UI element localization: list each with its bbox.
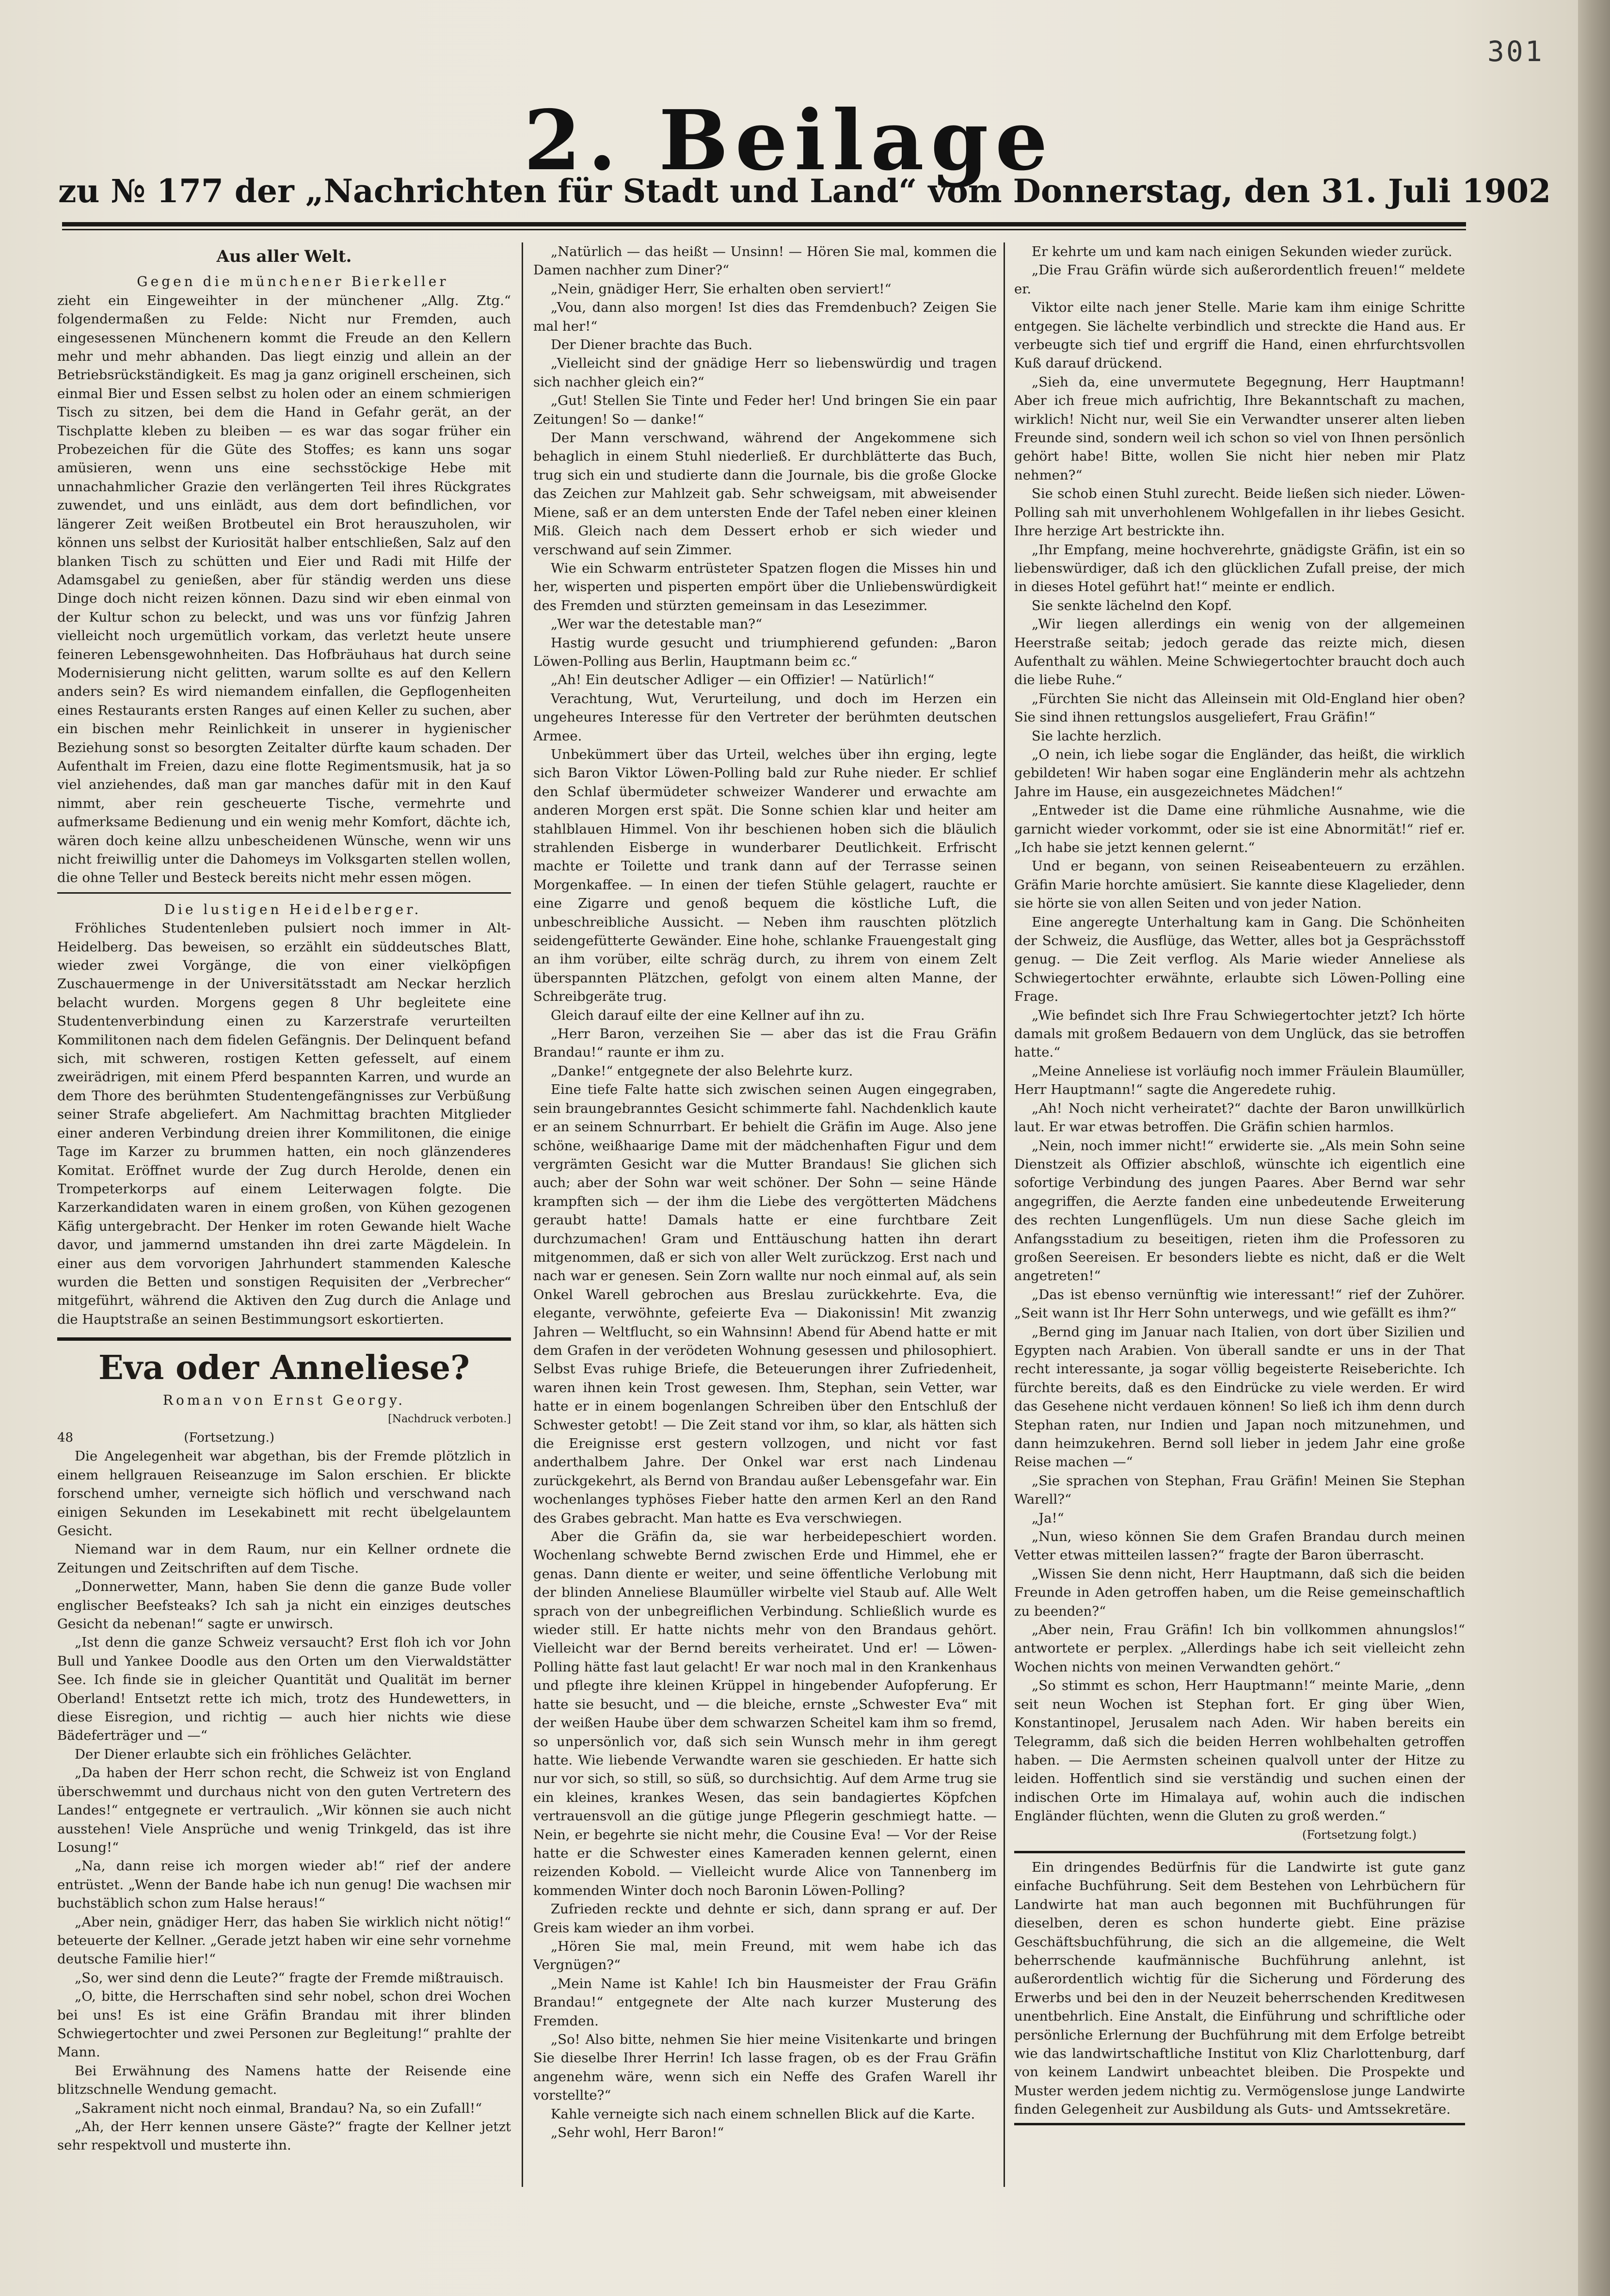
novel-paragraph: Unbekümmert über das Urteil, welches über ihn erging, legte sich Baron Viktor Löwen-Polling bald zur Ruhe nieder. Er schlief den Schlaf übermüdeter schweizer Wanderer und erwachte am anderen Morgen erst spät. Die Sonne schien klar und heiter am stahlblauen Himmel. Von ihr beschienen hoben sich die bläulich strahlenden Eisberge in wunderbarer Deutlichkeit. Erfrischt machte er Toilette und trank dann auf der Terrasse seinen Morgenkaffee. — In einen der tiefen Stühle gelagert, rauchte er eine Zigarre und genoß bequem die köstliche Luft, die unbeschreibliche Aussicht. — Neben ihm rauschten plötzlich seidengefütterte Gewänder. Eine hohe, schlanke Frauengestalt ging an ihm vorüber, eilte schräg durch, zu ihrem von einem Zelt überspannten Plätzchen, gefolgt von einem alten Manne, der Schreibgeräte trug.: [533, 746, 997, 1005]
novel-paragraph: „Aber nein, Frau Gräfin! Ich bin vollkommen ahnungslos!“ antwortete er perplex. „Allerdings habe ich seit vielleicht zehn Wochen nichts von meinen Verwandten gehört.“: [1014, 1622, 1465, 1675]
column-1: [57, 242, 511, 2201]
novel-paragraph: „So, wer sind denn die Leute?“ fragte der Fremde mißtrauisch.: [75, 1970, 504, 1986]
novel-paragraph: „Nein, gnädiger Herr, Sie erhalten oben serviert!“: [551, 281, 892, 297]
novel-paragraph: „Ah, der Herr kennen unsere Gäste?“ fragte der Kellner jetzt sehr respektvoll und musterte ihn.: [57, 2119, 511, 2153]
novel-paragraph: „Wer war the detestable man?“: [551, 616, 763, 632]
novel-paragraph: Verachtung, Wut, Verurteilung, und doch im Herzen ein ungeheures Interesse für den Vertreter der berühmten deutschen Armee.: [533, 690, 997, 744]
notice-paragraph: Ein dringendes Bedürfnis für die Landwirte ist gute ganz einfache Buchführung. Seit dem Bestehen von Lehrbüchern für Landwirte hat man auch begonnen mit Buchführungen für dieselben, deren es schon hunderte giebt. Eine präzise Geschäftsbuchführung, die sich an die allgemeine, die Welt beherrschende kaufmännische Buchführung anlehnt, ist außerordentlich wichtig für die Sicherung und Förderung des Erwerbs und bei den in der Neuzeit beherrschenden Kreditwesen unentbehrlich. Eine Anstalt, die Einführung und schriftliche oder persönliche Erlernung der Buchführung mit dem Erfolge betreibt wie das landwirtschaftliche Institut von Kliz Charlottenburg, darf von keinem Landwirt unbeachtet bleiben. Die Prospekte und Muster werden jedem nichtig zu. Vermögenslose junge Landwirte finden Gelegenheit zur Ausbildung als Guts- und Amtssekretäre.: [1014, 1859, 1465, 2118]
novel-paragraph: „Wissen Sie denn nicht, Herr Hauptmann, daß sich die beiden Freunde in Aden getroffen haben, um die Reise gemeinschaftlich zu beenden?“: [1014, 1566, 1465, 1619]
header-rule-thin: [62, 229, 1466, 230]
novel-paragraph: Niemand war in dem Raum, nur ein Kellner ordnete die Zeitungen und Zeitschriften auf dem Tische.: [57, 1541, 511, 1576]
novel-byline: Roman von Ernst Georgy.: [162, 1392, 406, 1409]
novel-paragraph: Sie schob einen Stuhl zurecht. Beide ließen sich nieder. Löwen-Polling sah mit unverhohlenem Wohlgefallen in ihr liebes Gesicht. Ihre herzige Art bestrickte ihn.: [1014, 486, 1465, 539]
novel-paragraph: „Ihr Empfang, meine hochverehrte, gnädigste Gräfin, ist ein so liebenswürdiger, daß ich den glücklichen Zufall preise, der mich in dieses Hotel geführt hat!“ meinte er endlich.: [1014, 542, 1465, 595]
novel-paragraph: „Herr Baron, verzeihen Sie — aber das ist die Frau Gräfin Brandau!“ raunte er ihm zu.: [533, 1026, 997, 1060]
novel-paragraph: „Fürchten Sie nicht das Alleinsein mit Old-England hier oben? Sie sind ihnen rettungslos ausgeliefert, Frau Gräfin!“: [1014, 690, 1465, 725]
novel-paragraph: Die Angelegenheit war abgethan, bis der Fremde plötzlich in einem hellgrauen Reiseanzuge im Salon erschien. Er blickte forschend umher, verneigte sich höflich und verschwand nach einigen Sekunden im Lesekabinett mit recht übelgelauntem Gesicht.: [57, 1448, 511, 1539]
novel-paragraph: „Wie befindet sich Ihre Frau Schwiegertochter jetzt? Ich hörte damals mit großem Bedauern von dem Unglück, das sie betroffen hatte.“: [1014, 1007, 1465, 1060]
novel-paragraph: „Die Frau Gräfin würde sich außerordentlich freuen!“ meldete er.: [1014, 262, 1465, 297]
novel-paragraph: Eine angeregte Unterhaltung kam in Gang. Die Schönheiten der Schweiz, die Ausflüge, das Wetter, alles bot ja Gesprächsstoff genug. — Die Zeit verflog. Als Marie wieder Anneliese als Schwiegertochter erwähnte, erlaubte sich Löwen-Polling eine Frage.: [1014, 914, 1465, 1005]
section-heading: Aus aller Welt.: [216, 247, 352, 266]
column-divider-1: [522, 242, 523, 2187]
novel-paragraph: „Mein Name ist Kahle! Ich bin Hausmeister der Frau Gräfin Brandau!“ entgegnete der Alte nach kurzer Musterung des Fremden.: [533, 1975, 997, 2029]
novel-paragraph: Zufrieden reckte und dehnte er sich, dann sprang er auf. Der Greis kam wieder an ihm vorbei.: [533, 1901, 997, 1936]
novel-paragraph: Kahle verneigte sich nach einem schnellen Blick auf die Karte.: [551, 2106, 975, 2122]
novel-paragraph: Gleich darauf eilte der eine Kellner auf ihn zu.: [551, 1007, 865, 1023]
novel-paragraph: Der Diener brachte das Buch.: [551, 337, 753, 353]
notice-rule-bottom: [1014, 2123, 1465, 2125]
novel-paragraph: „Da haben der Herr schon recht, die Schweiz ist von England überschwemmt und durchaus nicht von den guten Vertretern des Landes!“ entgegnete er vertraulich. „Wir können sie auch nicht ausstehen! Viele Ansprüche und wenig Trinkgeld, das ist ihre Losung!“: [57, 1765, 511, 1855]
notice-rule-top: [1014, 1851, 1465, 1853]
column-divider-2: [1004, 242, 1005, 2187]
novel-paragraph: „Bernd ging im Januar nach Italien, von dort über Sizilien und Egypten nach Arabien. Von überall sandte er uns in der That recht interessante, ja sogar völlig begeisterte Reiseberichte. Ich fürchte bereits, daß es den Eindrücke zu viele werden. Er wird das Gesehene nicht verdauen können! So ließ ich ihm denn durch Stephan raten, nur Indien und Japan noch mitzunehmen, und dann heimzukehren. Bernd soll lieber in jedem Jahr eine große Reise machen —“: [1014, 1324, 1465, 1470]
novel-paragraph: „Sehr wohl, Herr Baron!“: [551, 2125, 724, 2141]
novel-paragraph: „Danke!“ entgegnete der also Belehrte kurz.: [551, 1063, 853, 1079]
supplement-subtitle: zu № 177 der „Nachrichten für Stadt und Land“ vom Donnerstag, den 31. Juli 1902: [58, 172, 1551, 210]
notice-box: [1014, 1858, 1465, 2119]
novel-paragraph: Hastig wurde gesucht und triumphierend gefunden: „Baron Löwen-Polling aus Berlin, Hauptmann beim ɛc.“: [533, 635, 997, 669]
chapter-number: 48: [57, 1430, 74, 1445]
novel-paragraph: Und er begann, von seinen Reiseabenteuern zu erzählen. Gräfin Marie horchte amüsiert. Sie kannte diese Klagelieder, denn sie hörte sie von allen Seiten und von jeder Nation.: [1014, 858, 1465, 912]
article-heading: Die lustigen Heidelberger.: [164, 901, 422, 917]
novel-paragraph: „Na, dann reise ich morgen wieder ab!“ rief der andere entrüstet. „Wenn der Bande habe ich nun genug! Die wachsen mir buchstäblich schon zum Halse heraus!“: [57, 1858, 511, 1911]
novel-paragraph: „Donnerwetter, Mann, haben Sie denn die ganze Bude voller englischer Beefsteaks? Ich sah ja nicht ein einziges deutsches Gesicht da nebenan!“ sagte er unwirsch.: [57, 1579, 511, 1632]
header-rule-thick: [62, 222, 1466, 226]
novel-paragraph: „Ist denn die ganze Schweiz versaucht? Erst floh ich vor John Bull und Yankee Doodle aus den Orten um den Vierwaldstätter See. Ich finde sie in gleicher Quantität und Qualität im berner Oberland! Entsetzt rette ich mich, trotz des Hundewetters, in diese Eisregion, und richtig — auch hier nichts wie diese Bädeferträger und —“: [57, 1635, 511, 1744]
article-divider: [57, 892, 511, 894]
article-paragraph: zieht ein Eingeweihter in der münchener „Allg. Ztg.“ folgendermaßen zu Felde: Nicht nur Fremden, auch eingesessenen Münchenern kommt die Freude an den Kellern mehr und mehr abhanden. Das liegt einzig und allein an der Betriebsrückständigkeit. Es mag ja ganz originell erscheinen, sich einmal Bier und Essen selbst zu holen oder an einem schmierigen Tisch zu sitzen, bei dem die Hand in Gefahr gerät, an der Tischplatte kleben zu bleiben — es war das sogar früher ein Probezeichen für die Güte des Stoffes; es kann uns sogar amüsieren, wenn uns eine sechsstöckige Hebe mit unnachahmlicher Grazie den verlängerten Teil ihres Rückgrates zuwendet, und uns einlädt, aus dem dort befindlichen, vor längerer Zeit weißen Brotbeutel ein Brot herauszuholen, wir können uns selbst der Kuriosität halber entschließen, Salz auf den blanken Tisch zu schütten und Eier und Radi mit Hilfe der Adamsgabel zu genießen, aber für ständig werden uns diese Dinge doch nicht reizen können. Dazu sind wir eben einmal von der Kultur schon zu beleckt, und was uns vor fünfzig Jahren vielleicht noch urgemütlich vorkam, das verletzt heute unsere feineren Lebensgewohnheiten. Das Hofbräuhaus hat durch seine Modernisierung nicht gelitten, warum sollte es auf den Kellern anders sein? Es wird niemandem einfallen, die Gepflogenheiten eines Restaurants ersten Ranges auf einen Keller zu suchen, aber ein bischen mehr Reinlichkeit in unserer in hygienischer Beziehung sonst so besorgten Zeitalter dürfte kaum schaden. Der Aufenthalt im Freien, dazu eine flotte Regimentsmusik, hat ja so viel anziehendes, daß man gar manches dafür mit in den Kauf nimmt, aber rein gescheuerte Tische, vermehrte und aufmerksame Bedienung und ein wenig mehr Komfort, dächte ich, wären doch keine allzu unbescheidenen Wünsche, wenn wir uns nicht freiwillig unter die Dahomeys im Volksgarten stellen wollen, die ohne Teller und Besteck bereits nicht mehr essen mögen.: [57, 292, 511, 886]
novel-paragraph: „Gut! Stellen Sie Tinte und Feder her! Und bringen Sie ein paar Zeitungen! So — danke!“: [533, 393, 997, 427]
novel-paragraph: „Sieh da, eine unvermutete Begegnung, Herr Hauptmann! Aber ich freue mich aufrichtig, Ihre Bekanntschaft zu machen, wirklich! Nicht nur, weil Sie ein Verwandter unserer alten lieben Freunde sind, sondern weil ich schon so viel von Ihnen persönlich gehört habe! Bitte, wollen Sie nicht hier neben mir Platz nehmen?“: [1014, 374, 1465, 483]
article-paragraph: Fröhliches Studentenleben pulsiert noch immer in Alt-Heidelberg. Das beweisen, so erzählt ein süddeutsches Blatt, wieder zwei Vorgänge, die von einer vielköpfigen Zuschauermenge in der Universitätsstadt am Neckar herzlich belacht wurden. Morgens gegen 8 Uhr begleitete eine Studentenverbindung einen zu Karzerstrafe verurteilten Kommilitonen nach dem fidelen Gefängnis. Der Delinquent befand sich, mit schweren, rostigen Ketten gefesselt, auf einem zweirädrigen, mit einem Pferd bespannten Karren, und wurde an dem Thore des berühmten Studentengefängnisses zur Verbüßung seiner Strafe abgeliefert. Am Nachmittag brachten Mitglieder einer anderen Verbindung dreien ihrer Kommilitonen, die einige Tage im Karzer zu brummen hatten, ein noch glänzenderes Komitat. Eröffnet wurde der Zug durch Herolde, denen ein Trompeterkorps auf einem Leiterwagen folgte. Die Karzerkandidaten waren in einem großen, von Kühen gezogenen Käfig untergebracht. Der Henker im roten Gewande hielt Wache davor, und jammernd umstanden ihn drei zarte Mägdelein. In einer aus dem vorvorigen Jahrhundert stammenden Kalesche wurden die Betten und sonstigen Requisiten der „Verbrecher“ mitgeführt, während die Aktiven den Zug durch die Anlage und die Hauptstraße an seinen Bestimmungsort eskortierten.: [57, 920, 511, 1327]
reprint-note: [Nachdruck verboten.]: [388, 1413, 511, 1425]
novel-paragraph: „Meine Anneliese ist vorläufig noch immer Fräulein Blaumüller, Herr Hauptmann!“ sagte die Angeredete ruhig.: [1014, 1063, 1465, 1098]
novel-paragraph: „Vou, dann also morgen! Ist dies das Fremdenbuch? Zeigen Sie mal her!“: [533, 300, 997, 334]
novel-paragraph: „Das ist ebenso vernünftig wie interessant!“ rief der Zuhörer. „Seit wann ist Ihr Herr Sohn unterwegs, und wie gefällt es ihm?“: [1014, 1286, 1465, 1321]
novel-paragraph: „Nein, noch immer nicht!“ erwiderte sie. „Als mein Sohn seine Dienstzeit als Offizier abschloß, wünschte ich eigentlich eine sofortige Verbindung des jungen Paares. Aber Bernd war sehr angegriffen, die Aerzte fanden eine unbedeutende Erweiterung des rechten Lungenflügels. Um nun diese Sache gleich im Anfangsstadium zu beseitigen, rieten ihm die Professoren zu großen Seereisen. Er besonders liebte es nicht, daß er die Welt angetreten!“: [1014, 1138, 1465, 1284]
novel-paragraph: „Natürlich — das heißt — Unsinn! — Hören Sie mal, kommen die Damen nachher zum Diner?“: [533, 244, 997, 278]
continuation-label: (Fortsetzung.): [184, 1430, 275, 1445]
novel-paragraph: Sie senkte lächelnd den Kopf.: [1032, 597, 1232, 613]
novel-paragraph: Wie ein Schwarm entrüsteter Spatzen flogen die Misses hin und her, wisperten und pisperten empört über die Unliebenswürdigkeit des Fremden und stürzten gemeinsam in das Lesezimmer.: [533, 560, 997, 613]
novel-paragraph: Aber die Gräfin da, sie war herbeidepeschiert worden. Wochenlang schwebte Bernd zwischen Erde und Himmel, ehe er genas. Dann diente er weiter, und seine öffentliche Verlobung mit der blinden Anneliese Blaumüller wirbelte viel Staub auf. Alle Welt sprach von der unbegreiflichen Verbindung. Schließlich wurde es wieder still. Er hatte nichts mehr von den Brandaus gehört. Vielleicht war der Bernd bereits verheiratet. Und er! — Löwen-Polling hätte fast laut gelacht! Er war noch mal in den Krankenhaus und pflegte ihre kleinen Krüppel in hingebender Aufopferung. Er hatte sie besucht, und — die bleiche, ernste „Schwester Eva“ mit der weißen Haube über dem schwarzen Scheitel kam ihm so fremd, so unpersönlich vor, daß sich sein Wunsch mehr in ihm geregt hatte. Wie liebende Verwandte waren sie geschieden. Er hatte sich nur vor sich, so still, so süß, so durchsichtig. Auf dem Arme trug sie ein kleines, krankes Wesen, das sein bandagiertes Köpfchen vertrauensvoll an die gütige junge Pflegerin geschmiegt hatte. — Nein, er begehrte sie nicht mehr, die Cousine Eva! — Vor der Reise hatte er die Schwester eines Kameraden kennen gelernt, einen reizenden Kobold. — Vielleicht wurde Alice von Tannenberg im kommenden Winter doch noch Baronin Löwen-Polling?: [533, 1529, 997, 1898]
novel-paragraph: „Aber nein, gnädiger Herr, das haben Sie wirklich nicht nötig!“ beteuerte der Kellner. „Gerade jetzt haben wir eine sehr vornehme deutsche Familie hier!“: [57, 1914, 511, 1967]
novel-divider: [57, 1337, 511, 1341]
novel-paragraph: „Hören Sie mal, mein Freund, mit wem habe ich das Vergnügen?“: [533, 1938, 997, 1973]
novel-paragraph: „O nein, ich liebe sogar die Engländer, das heißt, die wirklich gebildeten! Wir haben sogar eine Engländerin mehr als achtzehn Jahre im Hause, ein ausgezeichnetes Mädchen!“: [1014, 746, 1465, 800]
novel-paragraph: „Ja!“: [1032, 1510, 1064, 1526]
novel-paragraph: Der Diener erlaubte sich ein fröhliches Gelächter.: [75, 1746, 412, 1762]
novel-paragraph: Viktor eilte nach jener Stelle. Marie kam ihm einige Schritte entgegen. Sie lächelte verbindlich und streckte die Hand aus. Er verbeugte sich tief und ergriff die Hand, einen ehrfurchtsvollen Kuß darauf drückend.: [1014, 300, 1465, 371]
novel-paragraph: „Entweder ist die Dame eine rühmliche Ausnahme, wie die garnicht wieder vorkommt, oder sie ist eine Abnormität!“ rief er. „Ich habe sie jetzt kennen gelernt.“: [1014, 803, 1465, 855]
novel-paragraph: „Ah! Noch nicht verheiratet?“ dachte der Baron unwillkürlich laut. Er war etwas betroffen. Die Gräfin schien harmlos.: [1014, 1100, 1465, 1135]
novel-title: Eva oder Anneliese?: [98, 1349, 470, 1388]
article-heading: Gegen die münchener Bierkeller: [137, 273, 449, 290]
column-3: [1014, 242, 1465, 2201]
novel-paragraph: „Wir liegen allerdings ein wenig von der allgemeinen Heerstraße seitab; jedoch gerade das reizte mich, diesen Aufenthalt zu wählen. Meine Schwiegertochter braucht doch auch die liebe Ruhe.“: [1014, 616, 1465, 688]
supplement-title: 2. Beilage: [524, 92, 1054, 189]
chapter-line: [57, 1429, 511, 1447]
continuation-note: (Fortsetzung folgt.): [1302, 1828, 1417, 1842]
page-binding-edge: [1578, 0, 1610, 2296]
novel-paragraph: „Ah! Ein deutscher Adliger — ein Offizier! — Natürlich!“: [551, 672, 935, 688]
column-2: [533, 242, 997, 2206]
page-number: 301: [1487, 35, 1544, 68]
novel-paragraph: „O, bitte, die Herrschaften sind sehr nobel, schon drei Wochen bei uns! Es ist eine Gräfin Brandau mit ihrer blinden Schwiegertochter und zwei Personen zur Begleitung!“ prahlte der Mann.: [57, 1989, 511, 2060]
novel-paragraph: „Vielleicht sind der gnädige Herr so liebenswürdig und tragen sich nachher gleich ein?“: [533, 355, 997, 390]
novel-paragraph: Eine tiefe Falte hatte sich zwischen seinen Augen eingegraben, sein braungebranntes Gesicht schimmerte fahl. Nachdenklich kaute er an seinem Schnurrbart. Er behielt die Gräfin im Auge. Also jene schöne, weißhaarige Dame mit der mädchenhaften Figur und dem vergrämten Gesicht war die Mutter Brandaus! Sie glichen sich auch; aber der Sohn war weit schöner. Der Sohn — seine Hände krampften sich — der ihm die Liebe des vergötterten Mädchens geraubt hatte! Damals hatte er eine furchtbare Zeit durchzumachen! Gram und Enttäuschung hatten ihn derart mitgenommen, daß er sich von aller Welt zurückzog. Erst nach und nach war er genesen. Sein Zorn wallte nur noch einmal auf, als sein Onkel Warell gebrochen aus Breslau zurückkehrte. Eva, die elegante, verwöhnte, gefeierte Eva — Diakonissin! Mit zwanzig Jahren — Weltflucht, so ein Wahnsinn! Abend für Abend hatte er mit dem Grafen in der verödeten Wohnung gesessen und philosophiert. Selbst Evas ruhige Briefe, die Beteuerungen ihrer Zufriedenheit, waren ihnen kein Trost gewesen. Ihm, Stephan, sein Vetter, war hatte er in einem bogenlangen Schreiben über den Entschluß der Schwester getobt! — Die Zeit stand vor ihm, so klar, als hätten sich die Ereignisse erst gestern vollzogen, und nicht vor fast anderthalbem Jahre. Der Onkel war erst nach Lindenau zurückgekehrt, als Bernd von Brandau außer Lebensgefahr war. Ein wochenlanges typhöses Fieber hatte den armen Kerl an den Rand des Grabes gebracht. Man hatte es Eva verschwiegen.: [533, 1082, 997, 1526]
novel-paragraph: Sie lachte herzlich.: [1032, 728, 1162, 744]
novel-paragraph: „So stimmt es schon, Herr Hauptmann!“ meinte Marie, „denn seit neun Wochen ist Stephan fort. Er ging über Wien, Konstantinopel, Jerusalem nach Aden. Wir haben bereits ein Telegramm, daß sich die beiden Herren wohlbehalten getroffen haben. — Die Aermsten scheinen qualvoll unter der Hitze zu leiden. Hoffentlich sind sie verständig und suchen einen der indischen Orte im Himalaya auf, wohin auch die indischen Engländer flüchten, wenn die Gluten zu groß werden.“: [1014, 1678, 1465, 1824]
novel-paragraph: „Nun, wieso können Sie dem Grafen Brandau durch meinen Vetter etwas mitteilen lassen?“ fragte der Baron überrascht.: [1014, 1529, 1465, 1563]
novel-paragraph: Er kehrte um und kam nach einigen Sekunden wieder zurück.: [1032, 244, 1452, 259]
novel-paragraph: „Sie sprachen von Stephan, Frau Gräfin! Meinen Sie Stephan Warell?“: [1014, 1473, 1465, 1508]
novel-paragraph: Bei Erwähnung des Namens hatte der Reisende eine blitzschnelle Wendung gemacht.: [57, 2063, 511, 2098]
novel-paragraph: Der Mann verschwand, während der Angekommene sich behaglich in einem Stuhl niederließ. Er durchblätterte das Buch, trug sich ein und studierte dann die Journale, bis die große Glocke das Zeichen zur Mahlzeit gab. Sehr schweigsam, mit abweisender Miene, saß er an dem untersten Ende der Tafel neben einer kleinen Miß. Gleich nach dem Dessert erhob er sich wieder und verschwand auf sein Zimmer.: [533, 430, 997, 558]
novel-paragraph: „Sakrament nicht noch einmal, Brandau? Na, so ein Zufall!“: [75, 2100, 482, 2116]
novel-paragraph: „So! Also bitte, nehmen Sie hier meine Visitenkarte und bringen Sie dieselbe Ihrer Herrin! Ich lasse fragen, ob es der Frau Gräfin angenehm wäre, wenn sich ein Neffe des Grafen Warell ihr vorstellte?“: [533, 2032, 997, 2103]
